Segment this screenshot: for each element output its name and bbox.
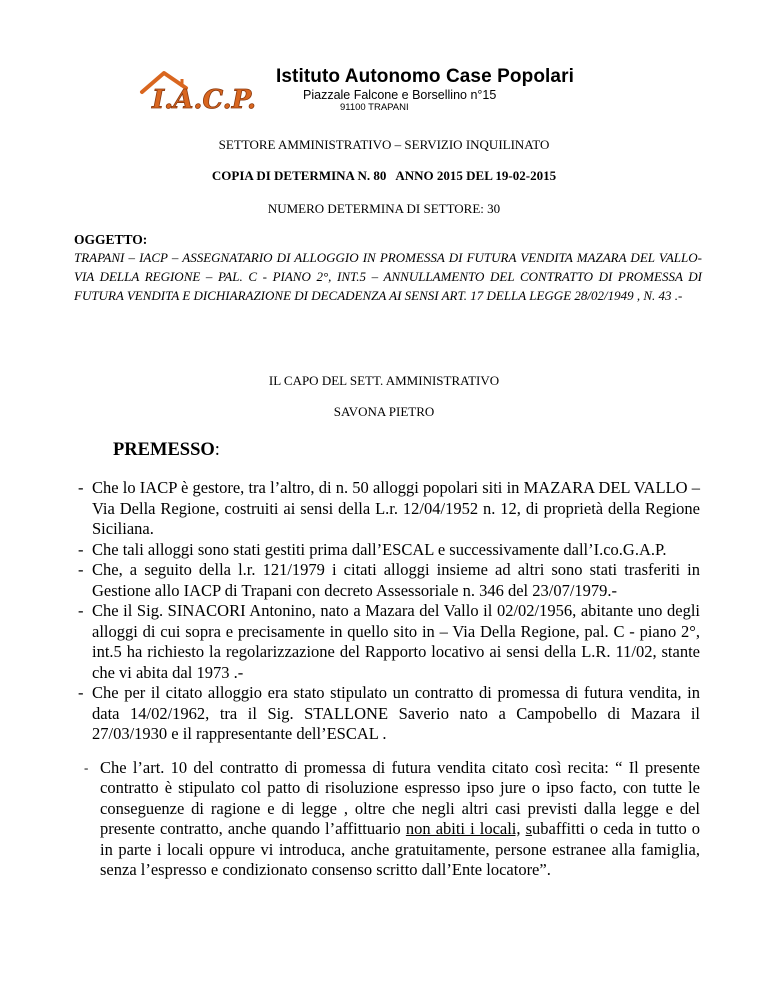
oggetto-label: OGGETTO: — [74, 232, 148, 247]
list-item: - Che tali alloggi sono stati gestiti prima dall’ESCAL e successivamente dall’I.co.G.A.P. — [78, 539, 667, 559]
logo-text: I.A.C.P. — [152, 85, 257, 114]
list-item-article-10: - Che l’art. 10 del contratto di promessa di futura vendita citato così recita: “ Il presente contratto è stipulato col patto di risoluzione espresso ipso jure o ipso facto, con tutte le conseguenze di ragione e di legge , oltre che negli altri casi previsti dalla legge e del presente contratto, anche quando l’affittuario non abiti i locali, subaffitti o ceda in tutto o in parte i locali oppure vi introduca, anche gratuitamente, persone estranee alla famiglia, senza l’espresso e condizionato consenso scritto dall’Ente locatore”. — [84, 757, 701, 879]
institute-name: Istituto Autonomo Case Popolari — [276, 66, 574, 87]
iacp-logo — [138, 68, 280, 114]
institute-address: Piazzale Falcone e Borsellino n°15 — [303, 88, 497, 102]
list-item: - Che lo IACP è gestore, tra l’altro, di n. 50 alloggi popolari siti in MAZARA DEL VALLO – Via Della Regione, costruiti ai sensi della L.r. 12/04/1952 n. 12, di proprietà della Regione Siciliana. — [78, 478, 700, 538]
premesso-heading: PREMESSO: — [113, 440, 220, 460]
premesso-list — [78, 478, 700, 881]
list-item: - Che per il citato alloggio era stato stipulato un contratto di promessa di futura vendita, in data 14/02/1962, tra il Sig. STALLONE Saverio nato a Campobello di Mazara il 27/03/1930 e il rappresentante dell’ESCAL . — [78, 683, 700, 743]
oggetto-text: TRAPANI – IACP – ASSEGNATARIO DI ALLOGGIO IN PROMESSA DI FUTURA VENDITA MAZARA DEL VALLO- VIA DELLA REGIONE – PAL. C - PIANO 2°, INT.5 – ANNULLAMENTO DEL CONTRATTO DI PROMESSA DI FUTURA VENDITA E DICHIARAZIONE DI DECADENZA AI SENSI ART. 17 DELLA LEGGE 28/02/1949 , N. 43 .- — [74, 250, 702, 303]
list-item: - Che, a seguito della l.r. 121/1979 i citati alloggi insieme ad altri sono stati trasferiti in Gestione allo IACP di Trapani con decreto Assessoriale n. 346 del 23/07/1979.- — [78, 560, 700, 600]
signatory-role: IL CAPO DEL SETT. AMMINISTRATIVO — [268, 373, 500, 388]
determina-title: COPIA DI DETERMINA N. 80 ANNO 2015 DEL 19-02-2015 — [211, 168, 557, 183]
list-item: - Che il Sig. SINACORI Antonino, nato a Mazara del Vallo il 02/02/1956, abitante uno degli alloggi di cui sopra e precisamente in quello sito in – Via Della Regione, pal. C - piano 2°, int.5 ha richiesto la regolarizzazione del Rapporto locativo ai sensi della L.R. 11/02, stante che vi abita dal 1973 .- — [78, 601, 700, 682]
sector-number: NUMERO DETERMINA DI SETTORE: 30 — [267, 201, 501, 216]
signatory-name: SAVONA PIETRO — [333, 404, 435, 419]
sector-line: SETTORE AMMINISTRATIVO – SERVIZIO INQUILINATO — [218, 137, 550, 152]
institute-city: 91100 TRAPANI — [340, 102, 409, 113]
